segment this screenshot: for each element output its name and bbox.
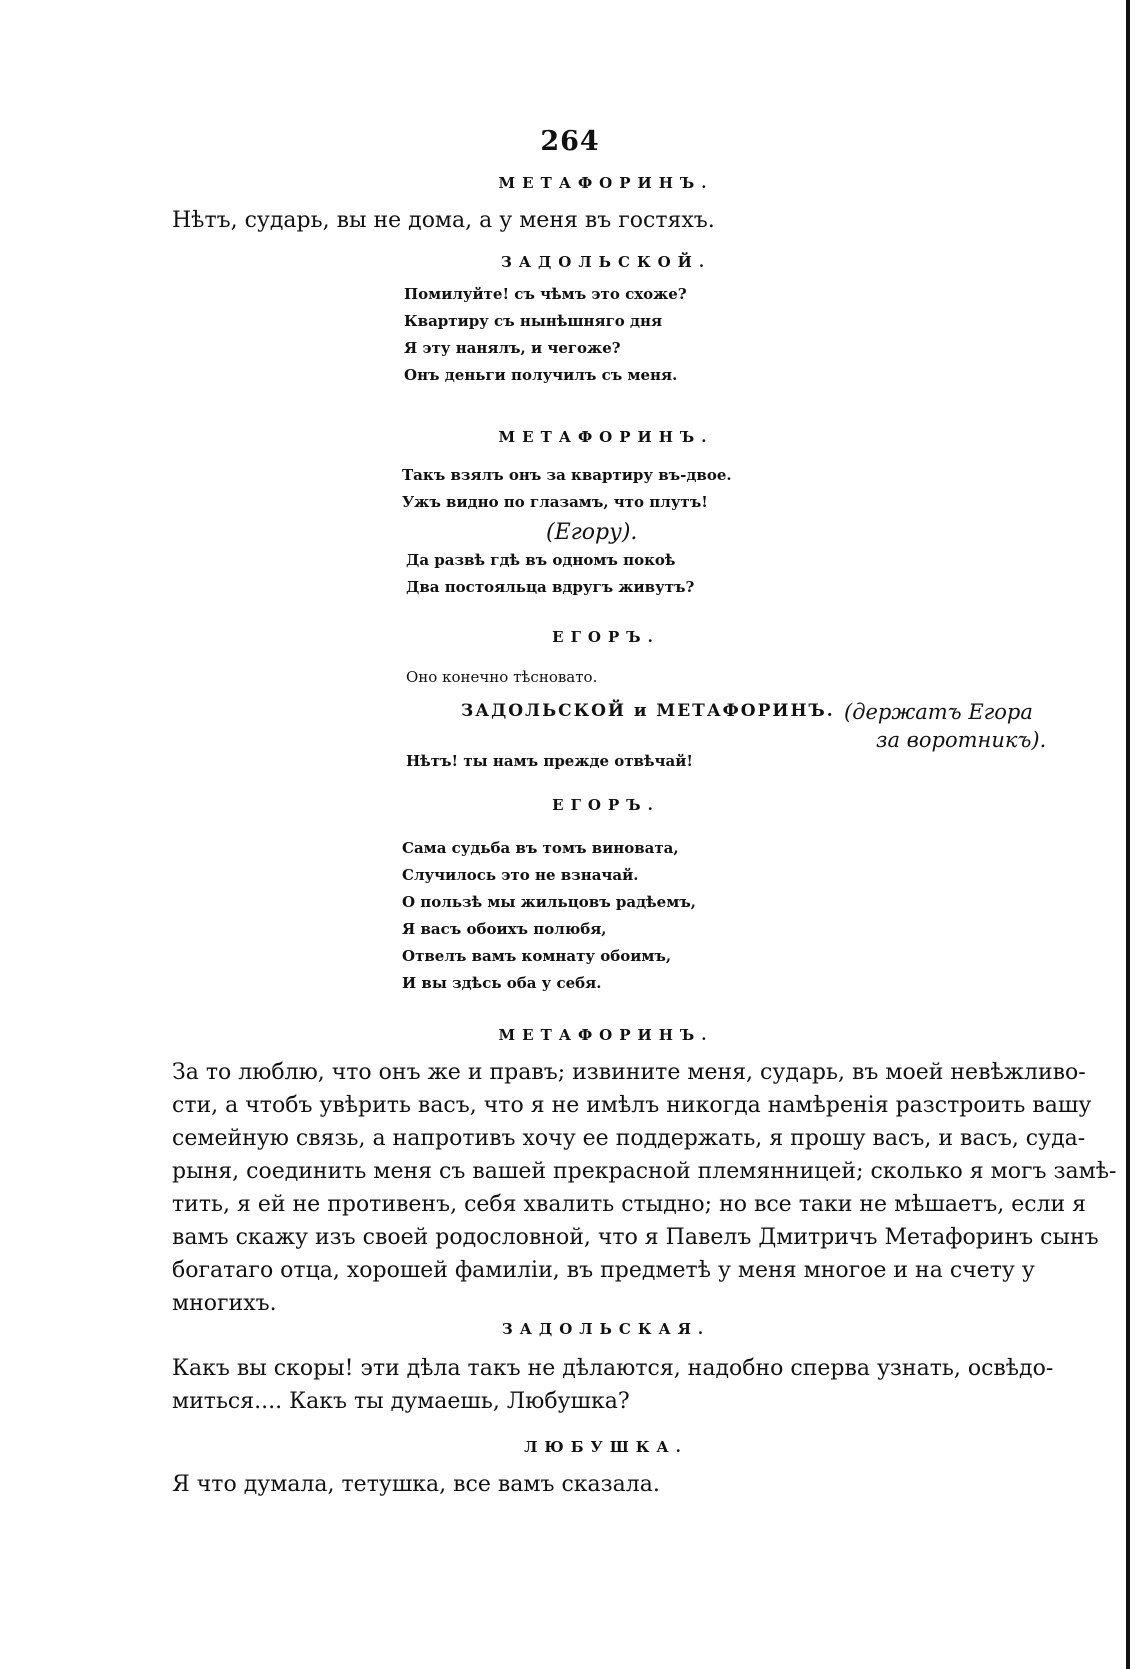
verse-line: Два постояльца вдругъ живутъ? <box>406 578 695 596</box>
prose-paragraph <box>172 1468 1070 1501</box>
prose-line: вамъ скажу изъ своей родословной, что я Павелъ Дмитричъ Метафоринъ сынъ <box>172 1225 1099 1250</box>
combined-speaker-heading: ЗАДОЛЬСКОЙ и МЕТАФОРИНЪ. <box>461 701 835 721</box>
verse-line: Нѣтъ! ты намъ прежде отвѣчай! <box>406 752 693 770</box>
prose-line: семейную связь, а напротивъ хочу ее поддержать, я прошу васъ, и васъ, суда- <box>172 1126 1086 1151</box>
prose-line: Какъ вы скоры! эти дѣла такъ не дѣлаются, надобно сперва узнать, освѣдо- <box>172 1356 1054 1381</box>
verse-line: О пользѣ мы жильцовъ радѣемъ, <box>402 893 696 911</box>
speaker-heading: МЕТАФОРИНЪ. <box>498 174 714 192</box>
prose-line: многихъ. <box>172 1291 277 1316</box>
verse-block <box>406 748 693 775</box>
verse-line: Ужъ видно по глазамъ, что плутъ! <box>402 493 708 511</box>
prose-line: Я что думала, тетушка, все вамъ сказала. <box>172 1472 660 1497</box>
verse-block <box>406 547 694 601</box>
verse-block <box>406 664 597 691</box>
verse-line: Я васъ обоихъ полюбя, <box>402 920 607 938</box>
verse-block <box>402 462 732 516</box>
prose-paragraph <box>172 204 1070 237</box>
prose-line: За то люблю, что онъ же и правъ; извините меня, сударь, въ моей невѣжливо- <box>172 1060 1086 1085</box>
prose-line: миться.... Какъ ты думаешь, Любушка? <box>172 1389 630 1414</box>
verse-line: Случилось это не взначай. <box>402 866 639 884</box>
speaker-heading: ЕГОРЪ. <box>552 796 660 814</box>
speaker-heading: МЕТАФОРИНЪ. <box>498 1026 714 1044</box>
verse-line: Квартиру съ нынѣшняго дня <box>404 312 663 330</box>
prose-line: богатаго отца, хорошей фамиліи, въ предметѣ у меня многое и на счету у <box>172 1258 1035 1283</box>
prose-line: сти, а чтобъ увѣрить васъ, что я не имѣлъ никогда намѣренія разстроить вашу <box>172 1093 1092 1118</box>
speaker-heading: ЗАДОЛЬСКОЙ. <box>500 253 712 271</box>
verse-line: Оно конечно тѣсновато. <box>406 668 598 686</box>
speaker-heading: ЛЮБУШКА. <box>524 1438 688 1456</box>
prose-line: рыня, соединить меня съ вашей прекрасной племянницей; сколько я могъ замѣ- <box>172 1159 1117 1184</box>
verse-line: Да развѣ гдѣ въ одномъ покоѣ <box>406 551 676 569</box>
verse-line: И вы здѣсь оба у себя. <box>402 974 602 992</box>
stage-direction-line: (держатъ Егора <box>844 700 1033 724</box>
speaker-heading: ЗАДОЛЬСКАЯ. <box>501 1320 711 1338</box>
verse-line: Такъ взялъ онъ за квартиру въ-двое. <box>402 466 732 484</box>
prose-paragraph <box>172 1056 1117 1320</box>
stage-direction: (Егору). <box>546 520 638 545</box>
scan-edge-line <box>1126 0 1130 1669</box>
verse-line: Отвелъ вамъ комнату обоимъ, <box>402 947 672 965</box>
stage-direction <box>844 698 1046 754</box>
verse-line: Я эту нанялъ, и чегоже? <box>404 339 621 357</box>
verse-line: Помилуйте! съ чѣмъ это схоже? <box>404 285 687 303</box>
prose-line: Нѣтъ, сударь, вы не дома, а у меня въ гостяхъ. <box>172 208 715 233</box>
stage-direction-line: за воротникъ). <box>876 728 1047 752</box>
speaker-heading: МЕТАФОРИНЪ. <box>498 428 714 446</box>
speaker-heading: ЕГОРЪ. <box>552 628 660 646</box>
verse-block <box>402 835 696 997</box>
verse-block <box>404 281 687 389</box>
prose-paragraph <box>172 1352 1070 1418</box>
page-number: 264 <box>540 126 600 157</box>
prose-line: тить, я ей не противенъ, себя хвалить стыдно; но все таки не мѣшаетъ, если я <box>172 1192 1087 1217</box>
verse-line: Сама судьба въ томъ виновата, <box>402 839 679 857</box>
verse-line: Онъ деньги получилъ съ меня. <box>404 366 678 384</box>
